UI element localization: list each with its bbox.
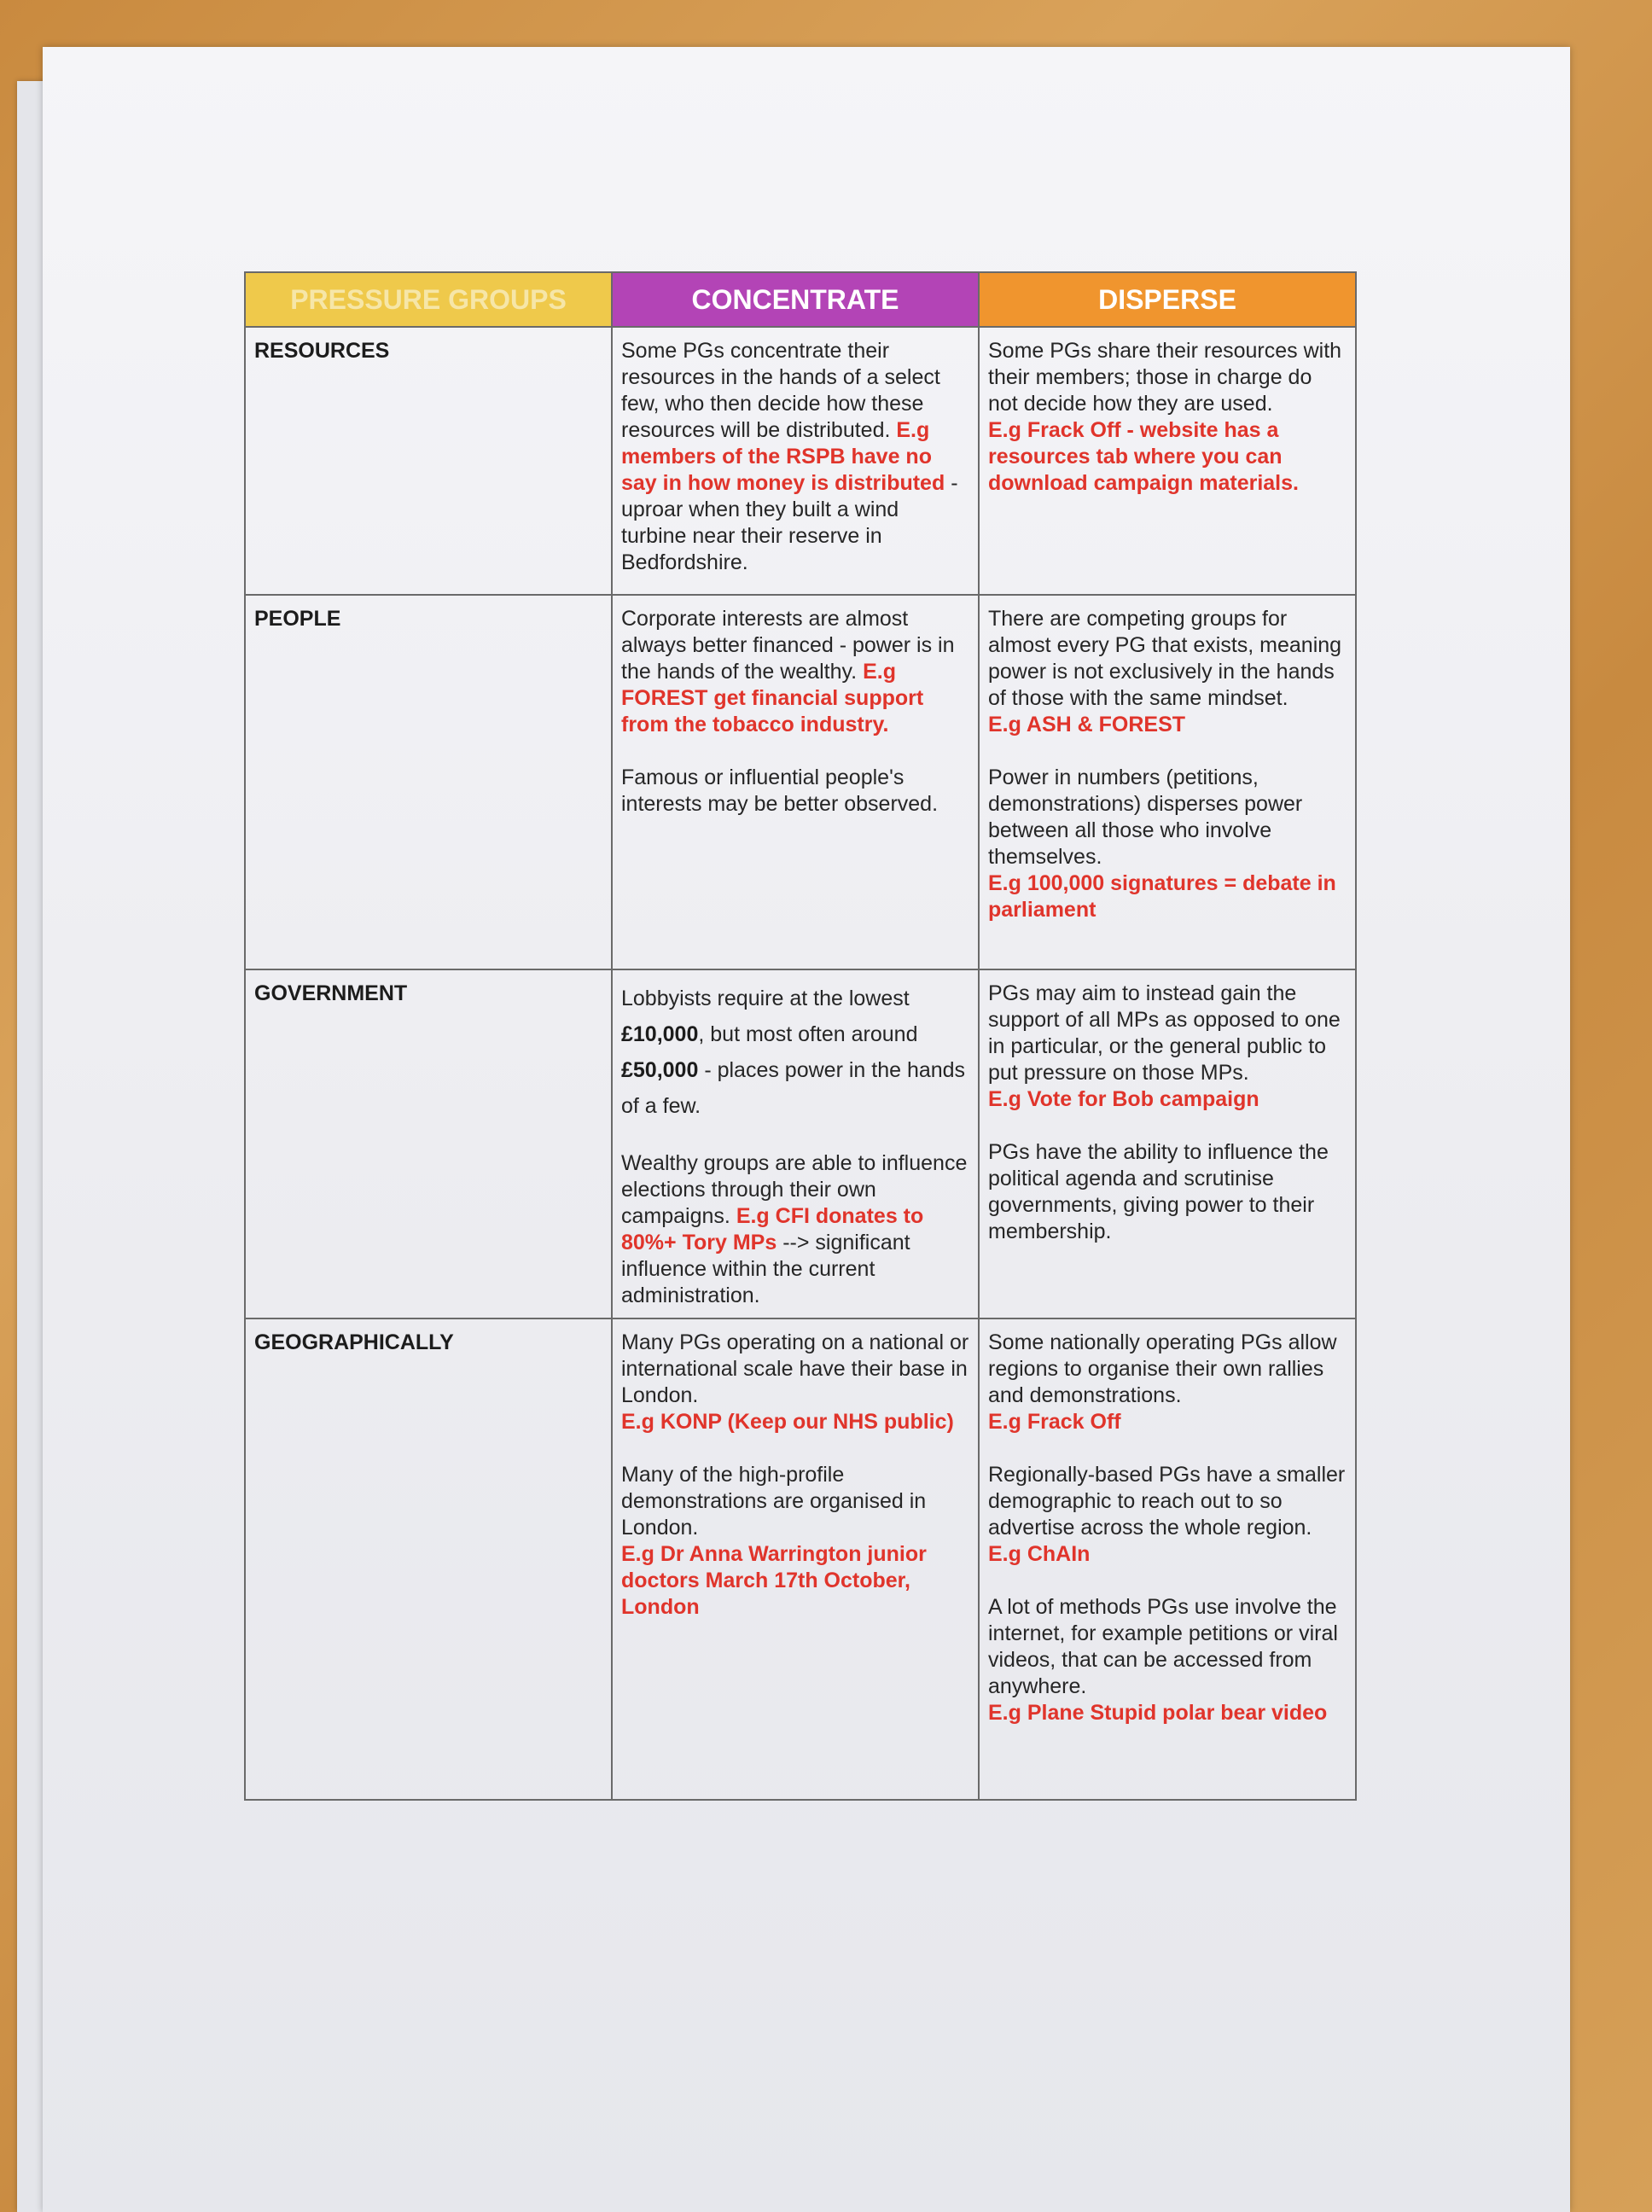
table-row-people [245, 595, 1356, 969]
resources-disperse-text [988, 338, 1347, 497]
people-concentrate-cell [612, 595, 979, 969]
resources-concentrate-cell [612, 327, 979, 595]
government-disperse-para2: PGs have the ability to influence the political agenda and scrutinise governments, giving power to their membership. [988, 1140, 1329, 1243]
people-concentrate-example1: E.g FOREST get financial support from the tobacco industry [621, 660, 924, 736]
table-header-row [245, 272, 1356, 327]
geo-disperse-body2: Regionally-based PGs have a smaller demographic to reach out to so advertise across the whole region. [988, 1463, 1346, 1540]
gov-concentrate-text-c: - places power in the hands of a few. [621, 1058, 966, 1118]
geo-disperse-para3 [988, 1594, 1347, 1726]
gov-concentrate-example: E.g CFI donates to 80%+ Tory MPs [621, 1204, 924, 1254]
resources-concentrate-text [621, 338, 969, 576]
resources-concentrate-after: - uproar when they built a wind turbine near their reserve in Bedfordshire. [621, 471, 958, 574]
gov-concentrate-amount1: £10,000 [621, 1022, 699, 1046]
people-disperse-example2: E.g 100,000 signatures = debate in parliament [988, 871, 1336, 922]
row-label-government: GOVERNMENT [245, 969, 612, 1318]
people-disperse-cell [979, 595, 1356, 969]
people-disperse-para2 [988, 765, 1347, 923]
people-disperse-example1: E.g ASH & FOREST [988, 713, 1186, 736]
gov-concentrate-text-a: Lobbyists require at the lowest [621, 987, 910, 1010]
geo-concentrate-para2 [621, 1462, 969, 1621]
header-pressure-groups: PRESSURE GROUPS [245, 272, 612, 327]
people-concentrate-para2: Famous or influential people's interests may be better observed. [621, 765, 939, 816]
gov-concentrate-amount2: £50,000 [621, 1058, 699, 1082]
geo-disperse-cell [979, 1318, 1356, 1800]
gov-disperse-example1: E.g Vote for Bob campaign [988, 1087, 1259, 1111]
geo-disperse-body1: Some nationally operating PGs allow regions to organise their own rallies and demonstrations. [988, 1330, 1337, 1407]
people-concentrate-body1: Corporate interests are almost always better financed - power is in the hands of the wealthy. [621, 607, 955, 684]
resources-disperse-body: Some PGs share their resources with their members; those in charge do not decide how they are used. [988, 339, 1342, 416]
geo-concentrate-para1 [621, 1330, 969, 1435]
geo-concentrate-example1: E.g KONP (Keep our NHS public) [621, 1410, 954, 1434]
government-disperse-cell [979, 969, 1356, 1318]
gov-concentrate-body2: Wealthy groups are able to influence elections through their own campaigns. [621, 1151, 968, 1228]
people-disperse-body1: There are competing groups for almost every PG that exists, meaning power is not exclusively in the hands of those with the same mindset. [988, 607, 1342, 710]
geo-disperse-para2 [988, 1462, 1347, 1568]
geo-disperse-example2: E.g ChAIn [988, 1542, 1091, 1566]
government-concentrate-para2 [621, 1150, 969, 1309]
header-disperse: DISPERSE [979, 272, 1356, 327]
resources-concentrate-example: E.g members of the RSPB have no say in how money is distributed [621, 418, 945, 495]
geo-concentrate-example2: E.g Dr Anna Warrington junior doctors March 17th October, London [621, 1542, 927, 1619]
geo-concentrate-body2: Many of the high-profile demonstrations are organised in London. [621, 1463, 927, 1540]
gov-concentrate-text-b: , but most often around [698, 1022, 918, 1046]
people-disperse-body2: Power in numbers (petitions, demonstrations) disperses power between all those who involve themselves. [988, 765, 1303, 869]
people-disperse-para1 [988, 606, 1347, 738]
geo-concentrate-cell [612, 1318, 979, 1800]
people-concentrate-example1-end: . [882, 713, 889, 736]
geo-concentrate-body1: Many PGs operating on a national or international scale have their base in London. [621, 1330, 969, 1407]
geo-disperse-body3: A lot of methods PGs use involve the internet, for example petitions or viral videos, that can be accessed from anywhere. [988, 1595, 1338, 1698]
geo-disperse-para1 [988, 1330, 1347, 1435]
row-label-resources: RESOURCES [245, 327, 612, 595]
government-disperse-para1 [988, 981, 1347, 1113]
gov-disperse-body1: PGs may aim to instead gain the support of all MPs as opposed to one in particular, or the general public to put pressure on those MPs. [988, 981, 1341, 1085]
geo-disperse-example3: E.g Plane Stupid polar bear video [988, 1701, 1328, 1725]
header-concentrate: CONCENTRATE [612, 272, 979, 327]
pressure-groups-table [244, 271, 1357, 1801]
geo-disperse-example1: E.g Frack Off [988, 1410, 1121, 1434]
people-concentrate-para1 [621, 606, 969, 738]
resources-concentrate-body: Some PGs concentrate their resources in the hands of a select few, who then decide how these resources will be distributed. [621, 339, 940, 442]
gov-concentrate-after: --> significant influence within the current administration. [621, 1231, 910, 1307]
resources-disperse-cell [979, 327, 1356, 595]
row-label-geographically: GEOGRAPHICALLY [245, 1318, 612, 1800]
government-concentrate-para1 [621, 981, 969, 1124]
table-row-geographically [245, 1318, 1356, 1800]
government-concentrate-cell [612, 969, 979, 1318]
table-row-government [245, 969, 1356, 1318]
row-label-people: PEOPLE [245, 595, 612, 969]
resources-disperse-example: E.g Frack Off - website has a resources tab where you can download campaign materials. [988, 418, 1299, 495]
table-row-resources [245, 327, 1356, 595]
